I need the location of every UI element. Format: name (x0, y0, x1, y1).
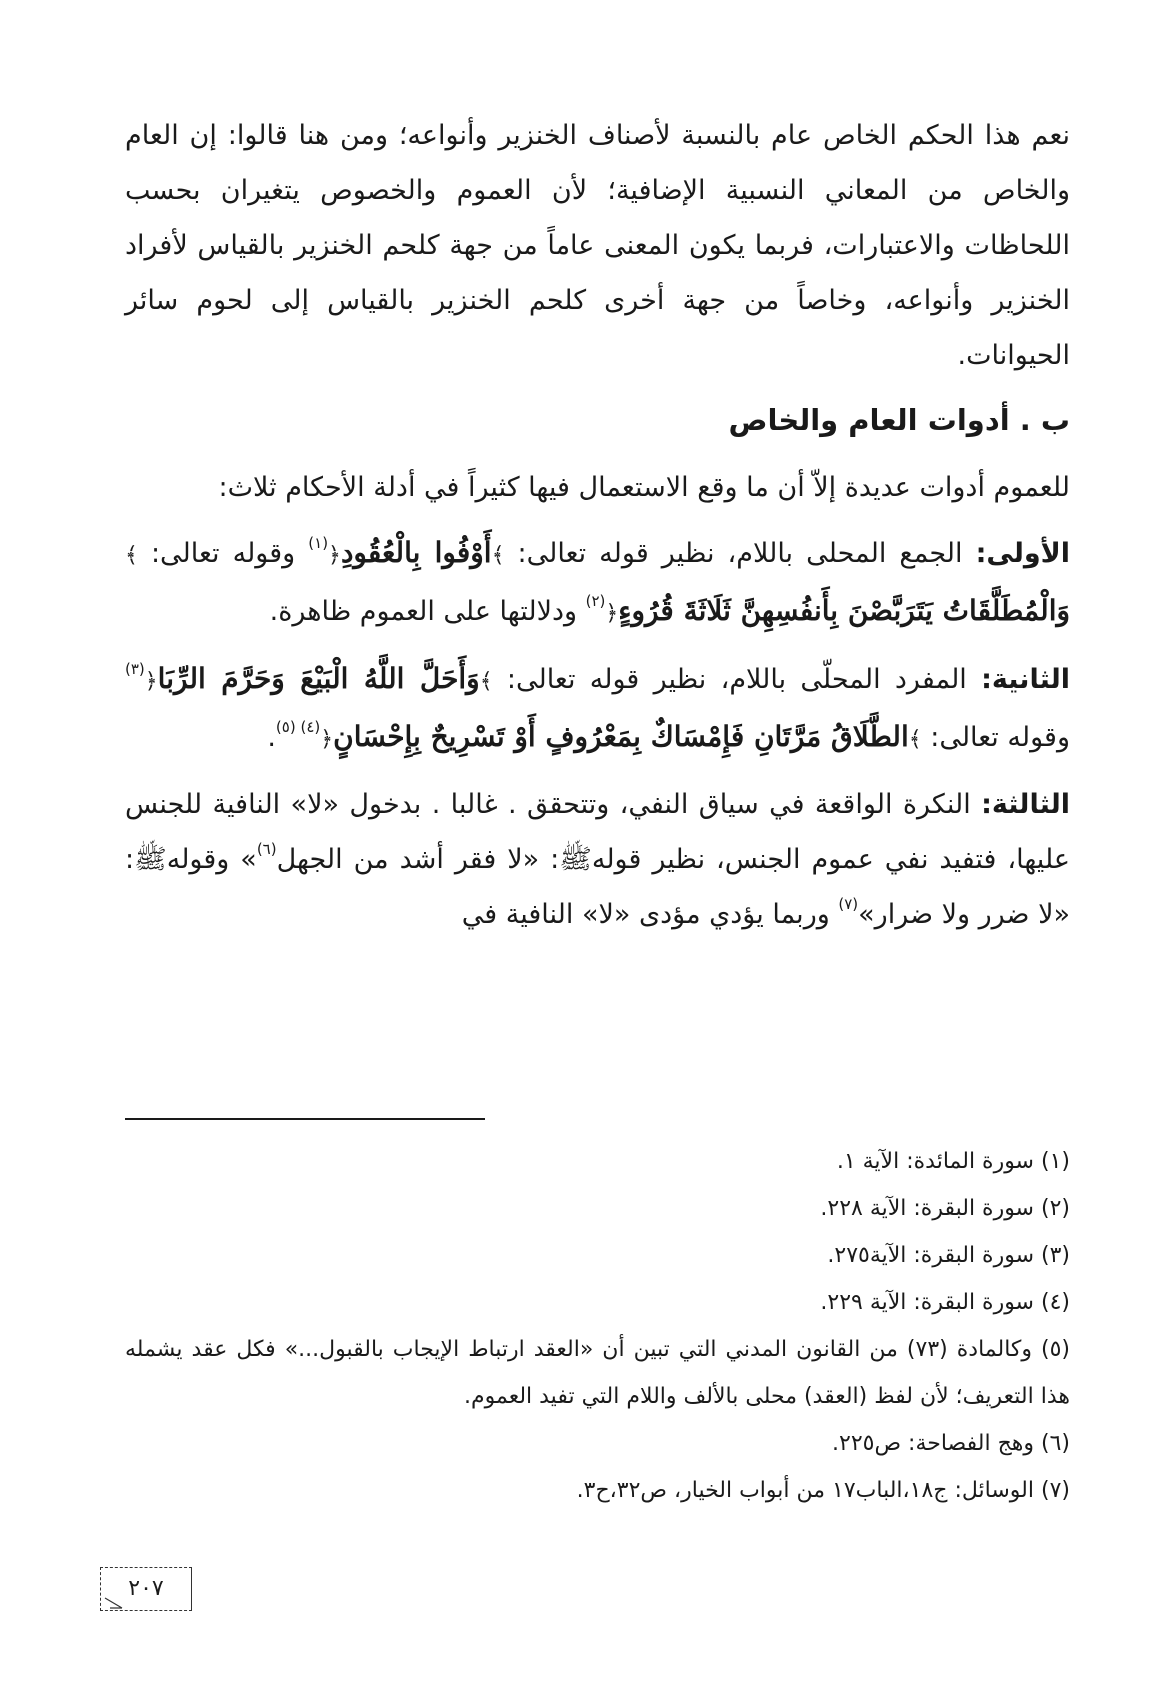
footnote-divider (125, 1118, 485, 1120)
honorific-2: ﷺ (134, 844, 167, 875)
third-text-1: النكرة الواقعة في سياق النفي، وتتحقق . غالبا . بدخول «لا» النافية للجنس عليها، فتفيد نفي عموم الجنس، نظير قوله (125, 789, 1070, 875)
page-body (125, 108, 1071, 1503)
second-tool-paragraph (125, 651, 1070, 767)
verse-ornament-open: ﴾ (491, 543, 505, 568)
footnote-ref-6: (٦) (256, 840, 277, 858)
footnote-1: (١) سورة المائدة: الآية ١. (836, 1149, 1070, 1174)
verse-ornament-close: ﴿ (605, 601, 619, 626)
first-text-2: وقوله تعالى: (137, 538, 309, 569)
third-text-2: : «لا فقر أشد من الجهل (276, 844, 560, 875)
first-tool-paragraph (125, 525, 1070, 641)
section-heading: ب . أدوات العام والخاص (728, 403, 1070, 437)
footnote-5: (٥) وكالمادة (٧٣) من القانون المدني التي تبين أن «العقد ارتباط الإيجاب بالقبول...» فكل عقد يشمله هذا التعريف؛ لأن لفظ (العقد) محلى بالألف واللام التي تفيد العموم. (125, 1337, 1071, 1409)
third-tool-paragraph (125, 777, 1070, 942)
footnote-2: (٢) سورة البقرة: الآية ٢٢٨. (820, 1196, 1070, 1221)
intro-paragraph: نعم هذا الحكم الخاص عام بالنسبة لأصناف الخنزير وأنواعه؛ ومن هنا قالوا: إن العام والخاص من المعاني النسبية الإضافية؛ لأن العموم والخصوص يتغيران بحسب اللحاظات والاعتبارات، فربما يكون المعنى عاماً من جهة كلحم الخنزير بالقياس لأفراد الخنزير وأنواعه، وخاصاً من جهة أخرى كلحم الخنزير بالقياس إلى لحوم سائر الحيوانات. (125, 120, 1070, 371)
page-corner-icon (104, 1596, 124, 1610)
first-text-1: الجمع المحلى باللام، نظير قوله تعالى: (504, 538, 976, 569)
verse-ornament-close: ﴿ (320, 727, 334, 752)
footnote-4: (٤) سورة البقرة: الآية ٢٢٩. (820, 1290, 1070, 1315)
third-text-5: وربما يؤدي مؤدى «لا» النافية في (461, 899, 839, 930)
verse-ornament-close: ﴿ (144, 669, 158, 694)
second-text-2: وقوله تعالى: (921, 722, 1070, 753)
second-text-3: . (267, 722, 276, 753)
footnote-ref-2: (٢) (585, 592, 606, 610)
third-lead: الثالثة: (981, 789, 1070, 820)
third-text-4: : «لا ضرر ولا ضرار» (125, 844, 1070, 930)
quran-verse-4: الطَّلَاقُ مَرَّتَانِ فَإِمْسَاكٌ بِمَعْرُوفٍ أَوْ تَسْرِيحٌ بِإِحْسَانٍ (333, 720, 909, 753)
second-lead: الثانية: (981, 664, 1070, 695)
second-text-1: المفرد المحلّى باللام، نظير قوله تعالى: (492, 664, 982, 695)
footnote-6: (٦) وهج الفصاحة: ص٢٢٥. (832, 1431, 1070, 1456)
verse-ornament-open: ﴾ (908, 727, 922, 752)
footnote-3: (٣) سورة البقرة: الآية٢٧٥. (827, 1243, 1070, 1268)
first-text-3: ودلالتها على العموم ظاهرة. (269, 596, 586, 627)
footnote-7: (٧) الوسائل: ج١٨،الباب١٧ من أبواب الخيار، ص٣٢،ح٣. (576, 1478, 1070, 1503)
footnote-ref-3: (٣) (125, 660, 145, 678)
page-number: ٢٠٧ (100, 1567, 192, 1611)
first-lead: الأولى: (975, 538, 1071, 569)
footnotes (125, 1138, 1070, 1514)
verse-ornament-open: ﴾ (479, 669, 493, 694)
quran-verse-2: وَالْمُطَلَّقَاتُ يَتَرَبَّصْنَ بِأَنفُسِهِنَّ ثَلَاثَةَ قُرُوءٍ (618, 594, 1070, 627)
verse-ornament-open: ﴾ (125, 543, 138, 568)
footnote-ref-7: (٧) (838, 895, 859, 913)
footnote-ref-1: (١) (308, 534, 329, 552)
honorific-1: ﷺ (559, 844, 592, 875)
third-text-3: » وقوله (166, 844, 257, 875)
verse-ornament-close: ﴿ (328, 543, 341, 568)
tools-intro-paragraph: للعموم أدوات عديدة إلاّ أن ما وقع الاستعمال فيها كثيراً في أدلة الأحكام ثلاث: (218, 472, 1070, 503)
footnote-ref-4-5: (٤) (٥) (275, 718, 321, 736)
quran-verse-1: أَوْفُوا بِالْعُقُودِ (340, 536, 492, 569)
quran-verse-3: وَأَحَلَّ اللَّهُ الْبَيْعَ وَحَرَّمَ الرِّبَا (157, 662, 480, 695)
